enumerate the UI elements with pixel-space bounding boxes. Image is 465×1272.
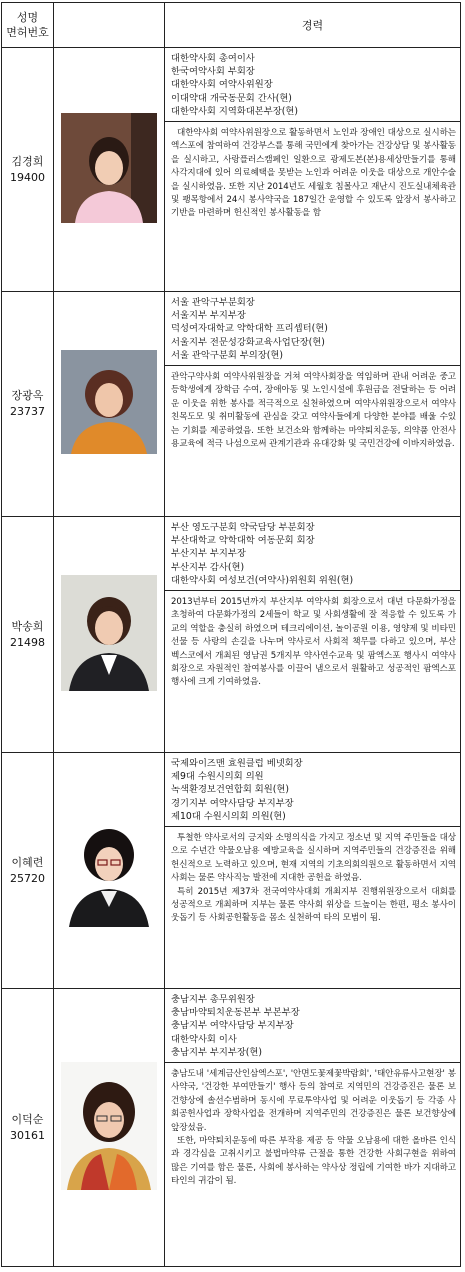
portrait-photo xyxy=(61,113,157,223)
career-item: 대한약사회 지역화대본부장(현) xyxy=(171,105,298,117)
career-list xyxy=(165,517,460,591)
career-item: 충남지부 여약사담당 부지부장 xyxy=(171,1020,294,1032)
career-item: 한국여약사회 부회장 xyxy=(171,66,255,78)
table-row xyxy=(2,753,461,989)
achievement-description: 투철한 약사로서의 긍지와 소명의식을 가지고 정소년 및 지역 주민들을 대상으로 수년간 약물오남용 예방교육을 실시하며 지역주민들의 건강증진을 위해 헌신적으로 노력하고 있으며, 현재 지역의 기초의회의원으로 활동하면서 지역사회는 물론 약사직능 발전에 지대한 공헌을 하였음. 특히 2015년 제37차 전국여약사대회 개최지부 진행위원장으로서 대회를 성공적으로 개최하며 지부는 물론 약사회 위상을 드높이는 한편, 평소 봉사이웃돕기 등 사회공헌활동을 몸소 실천하여 타의 모범이 됨. xyxy=(171,833,456,924)
career-item: 충남지부 부지부장(현) xyxy=(171,1046,263,1058)
career-item: 국제와이즈맨 효원클럽 베넷회장 xyxy=(171,758,303,769)
career-list xyxy=(165,753,460,827)
career-item: 제10대 수원시의회 의원(현) xyxy=(171,810,286,822)
achievement-description: 대한약사회 여약사위원장으로 활동하면서 노인과 장애인 대상으로 실시하는 엑스포에 참여하여 건강부스를 통해 국민에게 찾아가는 건강상담 및 봉사활동을 실시하고, 사랑플러스캠페인 일환으로 광제도본(본)용세상만들기를 통해 사각지대에 있어 의료혜택을 못받는 노인과 어려운 이웃을 대상으로 개안수술을 실시하였음. 또한 지난 2014년도 세월호 침몰사고 재난시 진도실내체육관및 팽목항에서 24시 봉사약국을 187일간 운영할 수 있도록 앞장서 봉사하고 기반을 마련하며 헌신적인 봉사활동을 함 xyxy=(171,128,456,219)
photo-cell xyxy=(54,292,165,517)
photo-cell xyxy=(54,48,165,292)
career-item: 녹색환경보건연합회 회원(현) xyxy=(171,784,289,796)
career-item: 부산 영도구분회 약국담당 부분회장 xyxy=(171,522,315,533)
person-name: 이혜련 xyxy=(11,855,44,869)
name-cell xyxy=(2,989,54,1267)
career-cell xyxy=(165,517,461,753)
career-item: 덕성여자대학교 약학대학 프리셉터(현) xyxy=(171,323,328,335)
table-row xyxy=(2,989,461,1267)
career-header: 경력 xyxy=(165,3,461,48)
career-cell xyxy=(165,989,461,1267)
career-list xyxy=(165,989,460,1063)
career-item: 대한약사회 여약사위원장 xyxy=(171,79,273,91)
portrait-photo xyxy=(61,350,157,454)
career-item: 서울 관악구분회 부의장(현) xyxy=(171,349,283,361)
photo-cell xyxy=(54,753,165,989)
career-item: 제9대 수원시의회 의원 xyxy=(171,771,264,783)
person-name: 김경희 xyxy=(11,154,44,168)
photo-cell xyxy=(54,989,165,1267)
photo-header xyxy=(54,3,165,48)
career-item: 서울지부 부지부장 xyxy=(171,310,246,322)
career-item: 이대약대 개국동문회 간사(현) xyxy=(171,92,292,104)
name-cell xyxy=(2,48,54,292)
career-cell xyxy=(165,48,461,292)
award-roster-table xyxy=(1,2,461,1267)
career-list xyxy=(165,48,460,122)
person-name: 박송희 xyxy=(11,619,44,633)
license-number: 25720 xyxy=(10,871,45,885)
license-number: 21498 xyxy=(10,635,45,649)
portrait-photo xyxy=(61,575,157,691)
person-name: 이덕순 xyxy=(11,1112,44,1126)
career-item: 부산지부 감사(현) xyxy=(171,561,245,573)
career-item: 충남마약퇴치운동본부 부본부장 xyxy=(171,1007,300,1019)
name-cell xyxy=(2,292,54,517)
career-item: 서울 관악구부분회장 xyxy=(171,297,255,308)
career-item: 대한약사회 총여이사 xyxy=(171,53,255,64)
career-cell xyxy=(165,292,461,517)
achievement-description: 2013년부터 2015년까지 부산지부 여약사회 회장으로서 대년 다문화가정을 초청하여 다문화가정의 2세들이 학교 및 사회생활에 잘 적응할 수 있도록 가교의 역할을 충실히 하였으며 테크리에이션, 놀이공원 이용, 영양제 및 비타민 선물 등 사랑의 손길을 나누며 약사로서 사회적 책무를 다하고 있으며, 부산 벡스코에서 개최된 영남권 5개지부 약사연수교육 및 팜엑스포 행사시 여약사 회장으로 자원적인 참여봉사를 이끌어 냄으로서 원활하고 성공적인 팜엑스포 행사에 크게 기여하였음. xyxy=(171,597,456,688)
header-row xyxy=(2,3,461,48)
achievement-description: 관악구약사회 여약사위원장을 거쳐 여약사회장을 역임하며 관내 어려운 중고등학생에게 장학금 수여, 장애아동 및 노인시설에 후원금을 전달하는 등 어려운 이웃을 위한 봉사를 적극적으로 실천하였으며 여약사위원장으로서 여약사 친목도모 및 취미활동에 관심을 갖고 여약사들에게 다양한 분야를 배울 수있는 기회를 제공하였음. 또한 보건소와 함께하는 마약퇴치운동, 의약품 안전사용교육에 적극 나섬으로써 관계기관과 유대강화 및 국민건강에 이바지하였음. xyxy=(171,372,456,450)
name-cell xyxy=(2,753,54,989)
career-item: 대한약사회 여성보건(여약사)위원회 위원(현) xyxy=(171,574,354,586)
table-row xyxy=(2,292,461,517)
portrait-photo xyxy=(61,1062,157,1190)
career-item: 경기지부 여약사담당 부지부장 xyxy=(171,797,294,809)
career-item: 충남지부 총무위원장 xyxy=(171,994,255,1005)
career-item: 부산대학교 약학대학 여동문회 회장 xyxy=(171,535,315,547)
achievement-description: 충남도내 '세계금산인삼엑스포', '안면도꽃제꽃박람회', '태안유류사고현장' 봉사약국, '건강한 부여만들기' 행사 등의 참여로 지역민의 건강증진은 물론 보건향상에 솔선수범하며 동시에 무료투약사업 및 어려운 이웃돕기 등 각종 사회공헌사업과 장학사업을 전개하며 지역주민의 건강증진은 물론 보건향상에 앞장섰음. 또한, 마약퇴치운동에 따른 부작용 제공 등 약물 오남용에 대한 올바른 인식과 경각심을 고취시키고 불법마약류 근절을 통한 건강한 사회구현을 위하여 많은 기여를 함은 물론, 사회에 봉사하는 약사상 정립에 기여한 바가 지대하고 타인의 귀감이 됨. xyxy=(171,1069,456,1187)
portrait-photo xyxy=(61,811,157,927)
career-cell xyxy=(165,753,461,989)
license-number: 23737 xyxy=(10,405,45,418)
person-name: 장광옥 xyxy=(11,389,44,402)
career-item: 대한약사회 이사 xyxy=(171,1033,237,1045)
photo-cell xyxy=(54,517,165,753)
career-list xyxy=(165,292,460,366)
career-item: 서울지부 전문성강화교육사업단장(현) xyxy=(171,336,325,348)
table-row xyxy=(2,517,461,753)
table-row xyxy=(2,48,461,292)
name-cell xyxy=(2,517,54,753)
license-number: 19400 xyxy=(10,170,45,184)
name-license-header: 성명 면허번호 xyxy=(2,3,54,48)
license-number: 30161 xyxy=(10,1128,45,1142)
career-item: 부산지부 부지부장 xyxy=(171,548,246,560)
